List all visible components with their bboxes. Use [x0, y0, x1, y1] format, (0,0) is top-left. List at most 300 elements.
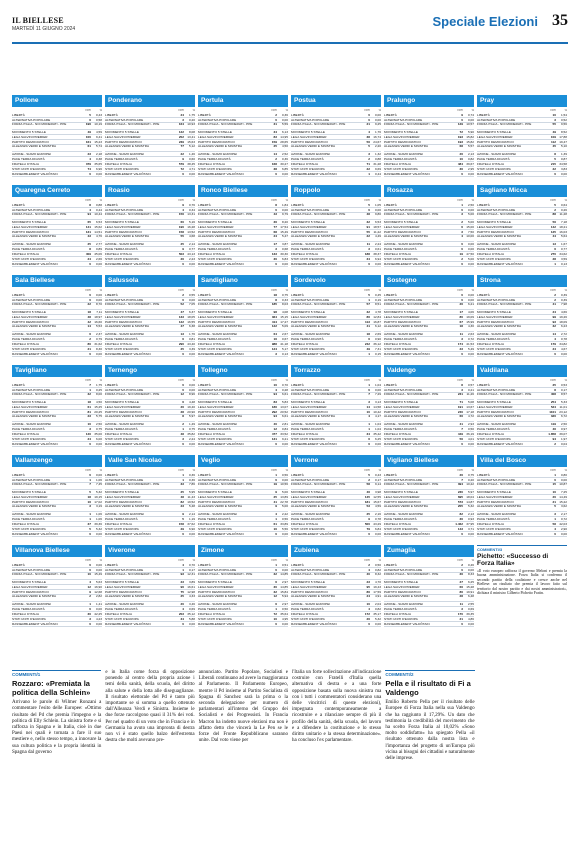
party-row	[12, 393, 102, 400]
party-votes: 56	[459, 437, 463, 441]
party-votes: 94	[273, 392, 277, 396]
party-votes: 1	[275, 517, 277, 521]
party-name: FORZA ITALIA - NOI MODERATI - PPE	[384, 302, 439, 306]
party-percent: 7,25	[560, 490, 567, 494]
party-votes: 2	[368, 563, 370, 567]
party-votes: 6	[182, 400, 184, 404]
party-votes: 133	[271, 252, 277, 256]
party-percent: 2,82	[95, 594, 102, 598]
party-votes: 47	[180, 324, 184, 328]
votes-header: VOTI	[364, 559, 370, 562]
party-name: LEGA SALVINI PREMIER	[384, 315, 420, 319]
municipality-table	[384, 365, 474, 453]
party-name: ALLEANZA VERDI E SINISTRA	[12, 324, 57, 328]
party-name: FORZA ITALIA - NOI MODERATI - PPE	[105, 572, 160, 576]
party-row	[198, 235, 288, 242]
municipality-table	[198, 185, 288, 273]
party-votes: 6	[182, 337, 184, 341]
party-votes: 0	[89, 473, 91, 477]
party-votes: 24	[273, 234, 277, 238]
party-votes: 21	[87, 347, 91, 351]
party-votes: 125	[550, 230, 556, 234]
party-name: PARTITO DEMOCRATICO	[384, 320, 421, 324]
party-votes: 24	[552, 310, 556, 314]
party-name: LIBERTÀ	[477, 113, 490, 117]
party-name: PARTITO DEMOCRATICO	[12, 500, 49, 504]
party-percent: 5,49	[467, 347, 474, 351]
party-percent: 18,97	[94, 315, 102, 319]
party-name: FORZA ITALIA - NOI MODERATI - PPE	[12, 122, 67, 126]
party-votes: 22	[366, 234, 370, 238]
party-name: ALLEANZA VERDI E SINISTRA	[477, 414, 522, 418]
party-votes: 1	[89, 512, 91, 516]
party-percent: 7,29	[374, 392, 381, 396]
party-percent: 5,53	[95, 324, 102, 328]
party-percent: 6,00	[95, 437, 102, 441]
party-votes: 0	[182, 442, 184, 446]
pct-header: %	[564, 199, 567, 202]
party-name: AZIONE - SIAMO EUROPEI	[384, 332, 424, 336]
party-percent: 5,32	[95, 527, 102, 531]
party-votes: 9	[275, 504, 277, 508]
party-votes: 40	[273, 422, 277, 426]
party-name: PACE TERRA DIGNITÀ	[384, 247, 417, 251]
party-votes: 3	[182, 437, 184, 441]
pct-header: %	[285, 199, 288, 202]
municipality-name: Pralungo	[384, 95, 474, 107]
municipality-name: Roppolo	[291, 185, 381, 197]
party-votes: 48	[180, 432, 184, 436]
party-percent: 2,52	[281, 152, 288, 156]
articles	[12, 670, 568, 838]
party-name: RASSEMBLEMENT VALDÔTAIN	[105, 442, 151, 446]
party-percent: 0,00	[467, 247, 474, 251]
party-votes: 7	[89, 482, 91, 486]
party-votes: 32	[366, 310, 370, 314]
party-votes: 500	[364, 522, 370, 526]
party-name: RASSEMBLEMENT VALDÔTAIN	[198, 622, 244, 626]
party-votes: 988	[271, 342, 277, 346]
party-row	[105, 595, 195, 602]
party-votes: 5	[89, 490, 91, 494]
party-name: PARTITO DEMOCRATICO	[198, 590, 235, 594]
party-name: FRATELLI D'ITALIA	[291, 342, 319, 346]
party-percent: 7,11	[96, 310, 102, 314]
party-votes: 100	[85, 135, 91, 139]
party-name: PARTITO DEMOCRATICO	[384, 410, 421, 414]
party-row	[105, 622, 195, 627]
party-votes: 0	[275, 478, 277, 482]
party-votes: 0	[182, 532, 184, 536]
party-votes: 86	[459, 590, 463, 594]
party-votes: 2	[461, 220, 463, 224]
party-percent: 38,37	[373, 252, 381, 256]
party-name: LEGA SALVINI PREMIER	[291, 135, 327, 139]
party-votes: 65	[87, 220, 91, 224]
party-name: PARTITO DEMOCRATICO	[477, 500, 514, 504]
party-votes: 4	[182, 607, 184, 611]
results-grid	[12, 95, 568, 626]
party-name: MOVIMENTO 5 STELLE	[198, 490, 232, 494]
party-percent: 10,42	[373, 410, 381, 414]
party-percent: 0,36	[188, 473, 195, 477]
party-votes: 10	[552, 113, 556, 117]
party-name: FRATELLI D'ITALIA	[477, 432, 505, 436]
party-votes: 25	[273, 144, 277, 148]
party-percent: 6,37	[188, 310, 195, 314]
party-percent: 16,74	[373, 135, 381, 139]
party-votes: 1.858	[548, 432, 556, 436]
party-votes: 49	[552, 130, 556, 134]
party-name: RASSEMBLEMENT VALDÔTAIN	[291, 352, 337, 356]
municipality-table	[477, 275, 567, 363]
party-name: LEGA SALVINI PREMIER	[291, 405, 327, 409]
party-name: LIBERTÀ	[105, 473, 118, 477]
party-percent: 43,40	[187, 342, 195, 346]
party-votes: 72	[273, 612, 277, 616]
party-percent: 19,09	[466, 315, 474, 319]
party-name: FORZA ITALIA - NOI MODERATI - PPE	[291, 392, 346, 396]
party-percent: 2,04	[374, 602, 381, 606]
party-percent: 2,90	[560, 527, 567, 531]
party-name: FRATELLI D'ITALIA	[291, 522, 319, 526]
party-votes: 34	[366, 432, 370, 436]
party-votes: 22	[87, 302, 91, 306]
party-votes: 44	[552, 234, 556, 238]
party-name: PACE TERRA DIGNITÀ	[477, 337, 510, 341]
party-votes: 0	[182, 383, 184, 387]
municipality-name: Torrazzo	[291, 365, 381, 377]
party-votes: 0	[182, 622, 184, 626]
grid-row	[12, 545, 568, 626]
party-percent: 35,17	[373, 612, 381, 616]
party-votes: 0	[368, 262, 370, 266]
party-votes: 254	[550, 400, 556, 404]
party-name: ALLEANZA VERDI E SINISTRA	[12, 234, 57, 238]
party-votes: 7	[461, 427, 463, 431]
municipality-name: Verrone	[291, 455, 381, 467]
party-percent: 14,85	[280, 585, 288, 589]
party-name: PARTITO DEMOCRATICO	[105, 230, 142, 234]
party-name: MOVIMENTO 5 STELLE	[105, 400, 139, 404]
party-row	[384, 213, 474, 220]
party-percent: 0,36	[188, 478, 195, 482]
party-name: FORZA ITALIA - NOI MODERATI - PPE	[291, 482, 346, 486]
party-percent: 8,00	[95, 392, 102, 396]
party-percent: 6,21	[467, 302, 474, 306]
party-votes: 81	[87, 410, 91, 414]
party-name: STATI UNITI D'EUROPA	[105, 167, 139, 171]
party-name: ALLEANZA VERDI E SINISTRA	[12, 414, 57, 418]
pct-header: %	[564, 379, 567, 382]
municipality-table	[384, 545, 474, 626]
party-name: LEGA SALVINI PREMIER	[291, 585, 327, 589]
party-percent: 0,00	[281, 478, 288, 482]
party-name: RASSEMBLEMENT VALDÔTAIN	[477, 532, 523, 536]
party-row	[384, 145, 474, 152]
party-name: FORZA ITALIA - NOI MODERATI - PPE	[198, 122, 253, 126]
party-percent: 0,15	[374, 352, 381, 356]
party-votes: 290	[178, 342, 184, 346]
party-name: LIBERTÀ	[477, 473, 490, 477]
municipality-name: Ternengo	[105, 365, 195, 377]
party-votes: 0	[461, 293, 463, 297]
party-row	[477, 145, 567, 152]
party-name: FRATELLI D'ITALIA	[384, 612, 412, 616]
party-name: ALTERNATIVA POPOLARE	[291, 388, 330, 392]
party-percent: 33,89	[280, 522, 288, 526]
party-votes: 0	[461, 352, 463, 356]
party-percent: 5,10	[560, 144, 567, 148]
party-name: MOVIMENTO 5 STELLE	[384, 400, 418, 404]
party-votes: 86	[366, 315, 370, 319]
party-percent: 23,12	[559, 410, 567, 414]
party-name: AZIONE - SIAMO EUROPEI	[291, 602, 331, 606]
party-percent: 0,00	[467, 442, 474, 446]
party-name: FRATELLI D'ITALIA	[198, 612, 226, 616]
party-votes: 1	[89, 388, 91, 392]
party-votes: 18	[459, 324, 463, 328]
grid-row	[12, 95, 568, 183]
party-name: FRATELLI D'ITALIA	[384, 522, 412, 526]
party-percent: 0,00	[560, 478, 567, 482]
party-votes: 1	[89, 478, 91, 482]
party-name: AZIONE - SIAMO EUROPEI	[198, 242, 238, 246]
party-percent: 1,39	[560, 152, 567, 156]
municipality-table	[105, 455, 195, 543]
party-votes: 34	[180, 617, 184, 621]
party-votes: 3	[461, 212, 463, 216]
party-percent: 12,98	[187, 590, 195, 594]
party-votes: 191	[457, 405, 463, 409]
party-percent: 15,23	[94, 140, 102, 144]
party-name: AZIONE - SIAMO EUROPEI	[477, 332, 517, 336]
party-row	[291, 303, 381, 310]
party-row	[477, 303, 567, 310]
party-name: LIBERTÀ	[198, 113, 211, 117]
party-name: AZIONE - SIAMO EUROPEI	[105, 512, 145, 516]
municipality-name: Sala Biellese	[12, 275, 102, 287]
party-name: RASSEMBLEMENT VALDÔTAIN	[384, 352, 430, 356]
party-name: RASSEMBLEMENT VALDÔTAIN	[12, 442, 58, 446]
party-percent: 8,08	[188, 130, 195, 134]
party-name: PACE TERRA DIGNITÀ	[477, 427, 510, 431]
party-percent: 0,82	[374, 568, 381, 572]
party-name: LIBERTÀ	[12, 293, 25, 297]
party-row	[105, 123, 195, 130]
party-votes: 0	[275, 262, 277, 266]
party-row	[198, 595, 288, 602]
party-percent: 0,17	[374, 478, 381, 482]
party-percent: 4,08	[281, 310, 288, 314]
party-name: MOVIMENTO 5 STELLE	[105, 310, 139, 314]
party-votes: 9	[182, 157, 184, 161]
party-name: AZIONE - SIAMO EUROPEI	[105, 422, 145, 426]
party-votes: 30	[87, 612, 91, 616]
municipality-table	[384, 185, 474, 273]
party-percent: 5,17	[281, 347, 288, 351]
party-votes: 0	[89, 293, 91, 297]
party-percent: 19,15	[94, 495, 102, 499]
party-name: STATI UNITI D'EUROPA	[198, 617, 232, 621]
party-name: LEGA SALVINI PREMIER	[12, 405, 48, 409]
party-name: ALLEANZA VERDI E SINISTRA	[477, 324, 522, 328]
article-body: Emilio Roberto Pella per il risultato delle Europee di Forza Italia nella sua Valdengo che ha raggiunto il 17,29%. Un dato che testimonia la credibilità del movimento che ha scelto Forza Italia al 10,02% «Sono molto soddisfatto» ha spiegato Pella «il risultato ottenuto dalla nostra lista e l'importanza del progetto di un'Europa più vicina ai bisogni dei cittadini e naturalmente delle imprese.	[385, 700, 475, 762]
party-votes: 3	[461, 607, 463, 611]
votes-header: VOTI	[364, 289, 370, 292]
party-name: ALTERNATIVA POPOLARE	[477, 118, 516, 122]
party-name: LEGA SALVINI PREMIER	[198, 225, 234, 229]
party-name: ALLEANZA VERDI E SINISTRA	[291, 504, 336, 508]
party-name: ALTERNATIVA POPOLARE	[477, 298, 516, 302]
party-name: PARTITO DEMOCRATICO	[105, 500, 142, 504]
party-name: LIBERTÀ	[198, 293, 211, 297]
municipality-table	[198, 455, 288, 543]
party-name: LEGA SALVINI PREMIER	[12, 315, 48, 319]
party-votes: 1	[182, 427, 184, 431]
party-row	[291, 622, 381, 627]
party-votes: 40	[366, 572, 370, 576]
party-percent: 4,23	[95, 617, 102, 621]
party-name: FRATELLI D'ITALIA	[105, 252, 133, 256]
party-percent: 9,14	[374, 482, 381, 486]
party-name: AZIONE - SIAMO EUROPEI	[477, 152, 517, 156]
party-name: LEGA SALVINI PREMIER	[105, 585, 141, 589]
party-votes: 0	[461, 532, 463, 536]
party-votes: 30	[273, 257, 277, 261]
party-row	[291, 235, 381, 242]
party-row	[291, 532, 381, 537]
party-percent: 0,88	[374, 157, 381, 161]
party-name: MOVIMENTO 5 STELLE	[384, 310, 418, 314]
party-votes: 41	[273, 500, 277, 504]
party-votes: 25	[87, 242, 91, 246]
party-percent: 6,53	[374, 220, 381, 224]
party-name: STATI UNITI D'EUROPA	[384, 347, 418, 351]
pct-header: %	[99, 469, 102, 472]
votes-header: VOTI	[550, 469, 556, 472]
party-name: LEGA SALVINI PREMIER	[384, 225, 420, 229]
party-row	[12, 262, 102, 267]
party-row	[291, 573, 381, 580]
party-name: LIBERTÀ	[105, 293, 118, 297]
party-name: LEGA SALVINI PREMIER	[105, 405, 141, 409]
party-votes: 2	[368, 157, 370, 161]
party-votes: 145	[364, 495, 370, 499]
party-row	[198, 123, 288, 130]
party-name: FORZA ITALIA - NOI MODERATI - PPE	[105, 122, 160, 126]
party-votes: 0	[275, 442, 277, 446]
party-percent: 0,17	[188, 568, 195, 572]
party-name: ALTERNATIVA POPOLARE	[477, 388, 516, 392]
party-votes: 174	[457, 342, 463, 346]
party-votes: 185	[271, 302, 277, 306]
party-name: ALTERNATIVA POPOLARE	[105, 388, 144, 392]
municipality-name: Sagliano Micca	[477, 185, 567, 197]
party-votes: 11	[459, 332, 463, 336]
party-name: RASSEMBLEMENT VALDÔTAIN	[384, 442, 430, 446]
party-row	[105, 532, 195, 537]
pct-header: %	[378, 289, 381, 292]
party-name: RASSEMBLEMENT VALDÔTAIN	[291, 442, 337, 446]
party-name: ALLEANZA VERDI E SINISTRA	[291, 594, 336, 598]
party-row	[384, 415, 474, 422]
party-votes: 6	[368, 437, 370, 441]
party-row	[12, 622, 102, 627]
party-percent: 4,68	[188, 234, 195, 238]
votes-header: VOTI	[85, 469, 91, 472]
party-row	[198, 505, 288, 512]
party-percent: 0,00	[281, 172, 288, 176]
party-percent: 0,33	[281, 298, 288, 302]
party-name: FRATELLI D'ITALIA	[198, 252, 226, 256]
party-votes: 5	[368, 473, 370, 477]
party-row	[105, 393, 195, 400]
party-percent: 0,00	[281, 208, 288, 212]
party-name: MOVIMENTO 5 STELLE	[12, 580, 46, 584]
party-percent: 0,56	[281, 473, 288, 477]
party-name: MOVIMENTO 5 STELLE	[198, 310, 232, 314]
party-name: LIBERTÀ	[384, 473, 397, 477]
party-votes: 4	[368, 130, 370, 134]
party-votes: 24	[180, 113, 184, 117]
party-votes: 55	[180, 234, 184, 238]
party-name: STATI UNITI D'EUROPA	[198, 527, 232, 531]
party-votes: 1	[368, 352, 370, 356]
party-name: ALLEANZA VERDI E SINISTRA	[12, 594, 57, 598]
party-name: MOVIMENTO 5 STELLE	[384, 490, 418, 494]
party-percent: 0,87	[560, 157, 567, 161]
party-percent: 18,04	[466, 495, 474, 499]
party-name: LEGA SALVINI PREMIER	[477, 315, 513, 319]
party-votes: 3	[368, 152, 370, 156]
party-name: PARTITO DEMOCRATICO	[384, 500, 421, 504]
municipality-name: Villanova Biellese	[12, 545, 102, 557]
party-percent: 1,41	[95, 602, 102, 606]
votes-header: VOTI	[457, 109, 463, 112]
party-name: STATI UNITI D'EUROPA	[291, 167, 325, 171]
party-votes: 3	[461, 388, 463, 392]
municipality-table	[105, 95, 195, 183]
party-votes: 9	[89, 590, 91, 594]
party-votes: 11	[459, 602, 463, 606]
party-percent: 43,29	[373, 522, 381, 526]
party-percent: 0,78	[374, 517, 381, 521]
party-name: ALTERNATIVA POPOLARE	[384, 478, 423, 482]
party-percent: 0,81	[188, 337, 195, 341]
party-name: PACE TERRA DIGNITÀ	[384, 517, 417, 521]
party-votes: 0	[89, 622, 91, 626]
party-percent: 5,97	[467, 490, 474, 494]
party-name: RASSEMBLEMENT VALDÔTAIN	[291, 262, 337, 266]
party-percent: 7,45	[95, 482, 102, 486]
party-name: ALLEANZA VERDI E SINISTRA	[384, 414, 429, 418]
party-name: PARTITO DEMOCRATICO	[384, 140, 421, 144]
party-name: PARTITO DEMOCRATICO	[291, 500, 328, 504]
party-name: ALTERNATIVA POPOLARE	[384, 568, 423, 572]
party-name: ALTERNATIVA POPOLARE	[198, 208, 237, 212]
party-row	[291, 145, 381, 152]
party-percent: 8,52	[560, 130, 567, 134]
party-percent: 0,00	[374, 118, 381, 122]
party-votes: 242	[364, 342, 370, 346]
party-row	[105, 262, 195, 267]
party-name: ALLEANZA VERDI E SINISTRA	[105, 414, 150, 418]
party-name: ALLEANZA VERDI E SINISTRA	[105, 504, 150, 508]
party-row	[477, 213, 567, 220]
pct-header: %	[471, 559, 474, 562]
votes-header: VOTI	[457, 199, 463, 202]
